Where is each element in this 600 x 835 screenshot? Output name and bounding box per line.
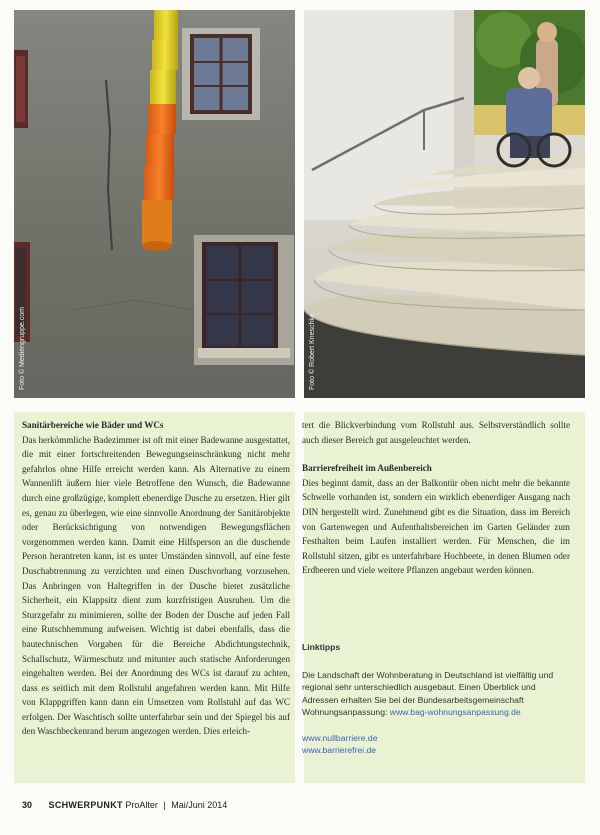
stairs-illustration bbox=[304, 10, 585, 398]
magazine-name: ProAlter bbox=[125, 800, 158, 810]
paragraph-aussenbereich: Dies beginnt damit, dass an der Balkontür oben nicht mehr die bekannte Schwelle vorhanden ist, sondern ein wirklich ebenerdiger Ausgang nach DIN hergestellt wird. Zunehmend gibt es die Situation, dass im Bereich von Gartenwegen und Aufenthaltsbereichen im Garten Geländer zum Festhalten beim Laufen installiert werden. Für Menschen, die im Rollstuhl sitzen, gibt es unterfahrbare Hochbeete, in denen Blumen oder Erdbeeren und viele weitere Pflanzen angebaut werden können. bbox=[302, 477, 570, 576]
photo-building-facade bbox=[14, 10, 295, 398]
link-tips-text: Die Landschaft der Wohnberatung in Deutschland ist vielfältig und regional sehr unterschiedlich ausgebaut. Einen Überblick und Adressen erhalten Sie bei der Bundesarbeitsgemeinschaft Wohnungsanpassung: bbox=[302, 670, 554, 717]
link-tips-title: Linktipps bbox=[302, 642, 341, 652]
heading-aussenbereich: Barrierefreiheit im Außenbereich bbox=[302, 463, 432, 474]
issue-date: Mai/Juni 2014 bbox=[171, 800, 228, 810]
heading-sanitaerbereiche: Sanitärbereiche wie Bäder und WCs bbox=[22, 420, 164, 430]
paragraph-sanitaerbereiche: Das herkömmliche Badezimmer ist oft mit einer Badewanne ausgestattet, die mit einer fortschreitenden Bewegungseinschränkung nicht mehr gefahrlos ohne Hilfe erreicht werden kann. Als Alternative zu einem Wannenlift äußern hier viele Betroffene den Wunsch, die Badewanne durch eine großzügige, komplett ebenerdige Dusche zu ersetzen. Hier gilt es, genau zu überlegen, wie eine sinnvolle Anordnung der Sanitärobjekte oder Berücksichtigung von notwendigen Bewegungsflächen vorgenommen werden kann. Damit eine Hilfsperson an die duschende Person herantreten kann, ist es unter Umständen sinnvoll, auf eine feste Duschabtrennung zu verzichten und einen Duschvorhang vorzusehen. Das Anbringen von Haltegriffen in der Dusche bietet zusätzliche Sicherheit, ein Klappsitz dient zum kurzfristigen Ausruhen. Um die Sturzgefahr zu minimieren, sollte der Boden der Dusche auf jeden Fall eine Rutschhemmung aufweisen. Wichtig ist dabei ebenfalls, dass die bautechnischen Vorgaben für die Bereiche Abdichtungstechnik, Schallschutz, Wärmeschutz und mitunter auch statische Anforderungen eingehalten werden. Bei der Anordnung des WCs ist darauf zu achten, dass es seitlich mit dem Rollstuhl angefahren werden kann. Mit Hilfe von Klappgriffen kann dann ein Umsetzen vom Rollstuhl auf das WC erfolgen. Der Waschtisch sollte unterfahrbar sein und der Spiegel bis auf den Waschbeckenrand herum angezogen werden. Dies erleich- bbox=[22, 434, 290, 737]
page-number: 30 bbox=[22, 800, 33, 810]
photo-credit-left: Foto © Mediengruppe.com bbox=[19, 307, 26, 390]
page-footer bbox=[22, 800, 582, 810]
link-tips-box bbox=[302, 641, 572, 756]
footer-separator: | bbox=[163, 800, 166, 810]
link-barrierefrei[interactable]: www.barrierefrei.de bbox=[302, 745, 377, 756]
photo-credit-right: Foto © Robert Kneschke bbox=[309, 313, 316, 390]
photo-stairs-wheelchair bbox=[304, 10, 585, 398]
paragraph-gap bbox=[302, 447, 570, 461]
link-bag-wohnungsanpassung[interactable]: www.bag-wohnungsanpassung.de bbox=[389, 706, 521, 717]
link-nullbarriere[interactable]: www.nullbarriere.de bbox=[302, 733, 378, 744]
left-text-column bbox=[22, 418, 290, 739]
right-text-column bbox=[302, 418, 570, 578]
facade-illustration bbox=[14, 10, 295, 398]
section-label: SCHWERPUNKT bbox=[48, 800, 123, 810]
paragraph-continuation: tert die Blickverbindung vom Rollstuhl aus. Selbstverständlich sollte auch dieser Bereich gut ausgeleuchtet werden. bbox=[302, 420, 570, 445]
